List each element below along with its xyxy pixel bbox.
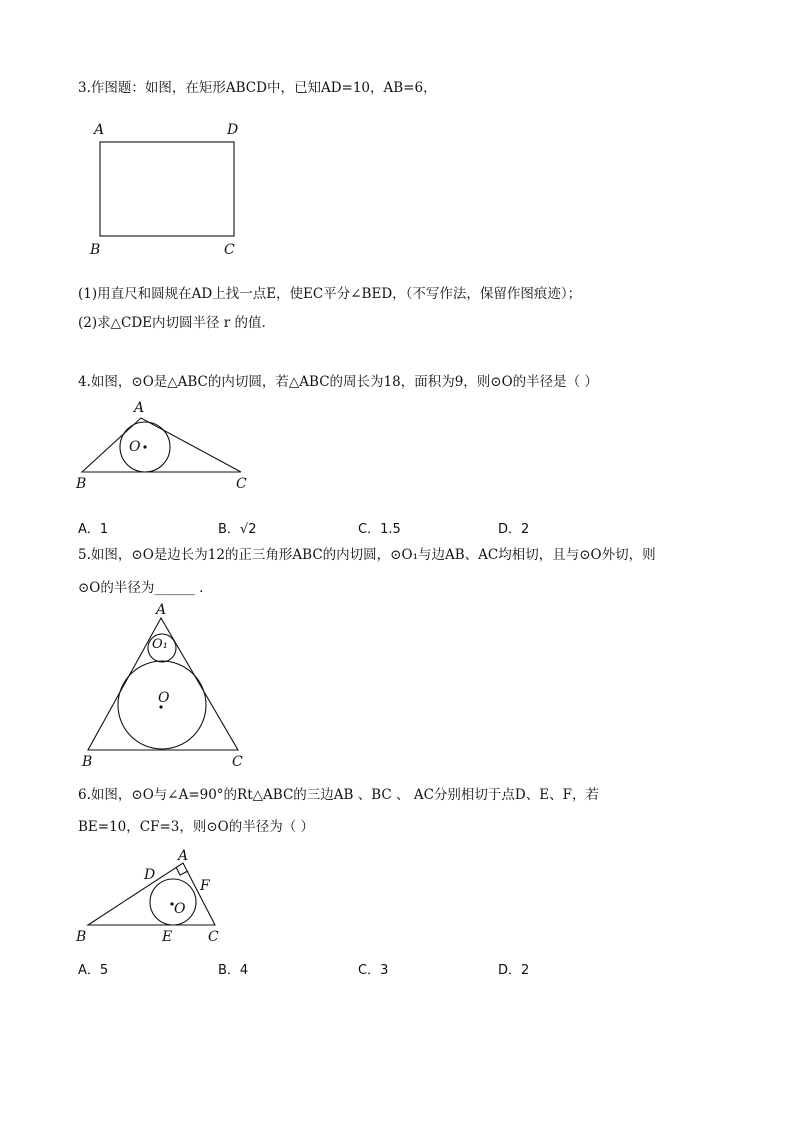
q6-right-triangle-figure — [72, 845, 232, 950]
option-b[interactable]: B．4 — [218, 963, 249, 978]
q3-part1: (1)用直尺和圆规在AD上找一点E，使EC平分∠BED，（不写作法，保留作图痕迹）； — [78, 286, 582, 302]
q4-stem: 4.如图，⊙O是△ABC的内切圆，若△ABC的周长为18，面积为9，则⊙O的半径是（ ） — [78, 374, 598, 390]
label-c: C — [224, 242, 235, 258]
q6-stem-line2: BE=10，CF=3，则⊙O的半径为（ ） — [78, 819, 315, 835]
label-c: C — [236, 476, 247, 492]
label-b: B — [76, 476, 87, 492]
option-d[interactable]: D．2 — [498, 963, 530, 978]
option-b[interactable]: B．√2 — [218, 522, 257, 537]
q3-rectangle-figure — [80, 118, 260, 263]
label-b: B — [90, 242, 101, 258]
label-e: E — [162, 929, 173, 945]
triangle-abc — [82, 418, 241, 472]
label-d: D — [227, 122, 239, 138]
q5-stem-line2: ⊙O的半径为______ . — [78, 580, 204, 596]
rectangle-abcd — [100, 142, 234, 236]
label-o: O — [174, 901, 186, 917]
label-a: A — [134, 400, 145, 416]
label-o: O — [158, 690, 170, 706]
option-a[interactable]: A．1 — [78, 522, 109, 537]
label-f: F — [200, 878, 210, 894]
incircle-o — [150, 879, 196, 925]
q3-part2: (2)求△CDE内切圆半径 r 的值. — [78, 315, 266, 331]
label-o1: O₁ — [152, 637, 168, 652]
q5-stem-line1: 5.如图，⊙O是边长为12的正三角形ABC的内切圆，⊙O₁与边AB、AC均相切，且与⊙O外切，则 — [78, 547, 656, 563]
label-a: A — [94, 122, 105, 138]
label-a: A — [156, 602, 167, 618]
option-a[interactable]: A．5 — [78, 963, 109, 978]
option-c[interactable]: C．3 — [358, 963, 389, 978]
q5-equilateral-figure — [76, 602, 256, 772]
label-b: B — [76, 929, 87, 945]
center-point — [143, 445, 146, 448]
label-c: C — [232, 754, 243, 770]
label-o: O — [129, 439, 141, 455]
label-a: A — [178, 848, 189, 864]
q4-incircle-figure — [70, 400, 260, 492]
label-c: C — [208, 929, 219, 945]
q6-stem-line1: 6.如图，⊙O与∠A=90°的Rt△ABC的三边AB 、BC 、 AC分别相切于点D、E、F，若 — [78, 787, 599, 803]
q3-stem: 3.作图题：如图，在矩形ABCD中，已知AD=10，AB=6， — [78, 80, 437, 96]
label-b: B — [82, 754, 93, 770]
option-c[interactable]: C．1.5 — [358, 522, 401, 537]
label-d: D — [144, 867, 156, 883]
option-d[interactable]: D．2 — [498, 522, 530, 537]
